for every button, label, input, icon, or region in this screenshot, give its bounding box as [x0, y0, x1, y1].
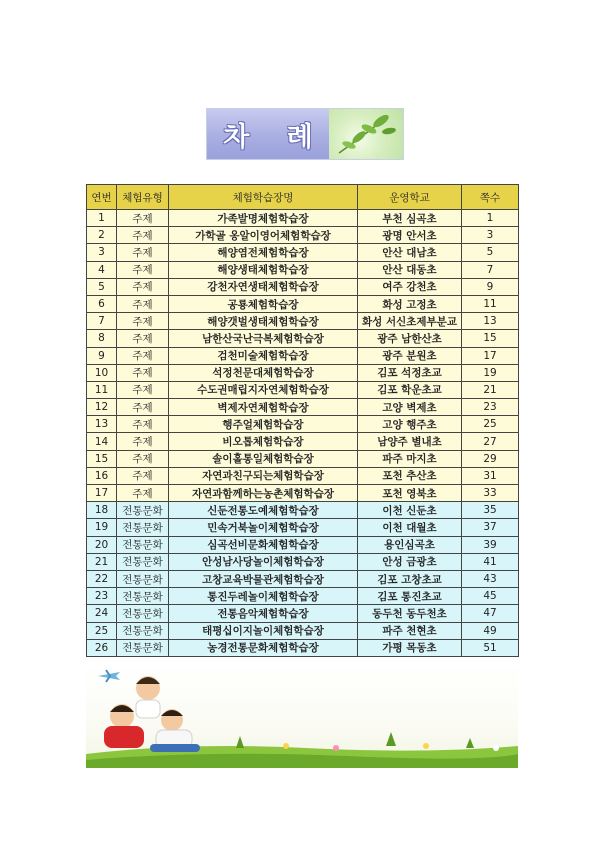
header-school: 운영학교: [358, 185, 462, 210]
row-number: 26: [87, 639, 117, 656]
row-name: 안성남사당놀이체험학습장: [169, 553, 358, 570]
table-row: [87, 433, 519, 450]
row-type: 주제: [117, 313, 169, 330]
row-name: 벽제자연체험학습장: [169, 399, 358, 416]
row-name: 해양염전체험학습장: [169, 244, 358, 261]
table-row: [87, 450, 519, 467]
row-name: 가학골 옹알이영어체험학습장: [169, 227, 358, 244]
row-name: 검천미술체험학습장: [169, 347, 358, 364]
row-type: 전통문화: [117, 570, 169, 587]
row-name: 전통음악체험학습장: [169, 605, 358, 622]
row-page: 21: [462, 381, 519, 398]
row-number: 9: [87, 347, 117, 364]
row-type: 주제: [117, 364, 169, 381]
header-name: 체험학습장명: [169, 185, 358, 210]
row-number: 2: [87, 227, 117, 244]
contents-table: [86, 184, 519, 657]
row-page: 7: [462, 261, 519, 278]
row-number: 13: [87, 416, 117, 433]
row-name: 강천자연생태체험학습장: [169, 278, 358, 295]
row-page: 43: [462, 570, 519, 587]
table-row: [87, 347, 519, 364]
row-school: 파주 마지초: [358, 450, 462, 467]
row-page: 51: [462, 639, 519, 656]
row-type: 주제: [117, 295, 169, 312]
row-number: 4: [87, 261, 117, 278]
row-type: 전통문화: [117, 639, 169, 656]
row-name: 심곡선비문화체험학습장: [169, 536, 358, 553]
row-school: 여주 강천초: [358, 278, 462, 295]
table-row: [87, 330, 519, 347]
row-page: 9: [462, 278, 519, 295]
row-school: 이천 신둔초: [358, 502, 462, 519]
row-page: 23: [462, 399, 519, 416]
row-school: 고양 행주초: [358, 416, 462, 433]
table-row: [87, 295, 519, 312]
row-school: 안산 대동초: [358, 261, 462, 278]
row-type: 전통문화: [117, 622, 169, 639]
row-school: 김포 학운초교: [358, 381, 462, 398]
table-row: [87, 399, 519, 416]
row-school: 김포 통진초교: [358, 588, 462, 605]
row-school: 광주 분원초: [358, 347, 462, 364]
row-number: 22: [87, 570, 117, 587]
row-number: 18: [87, 502, 117, 519]
row-number: 10: [87, 364, 117, 381]
row-number: 6: [87, 295, 117, 312]
table-row: [87, 313, 519, 330]
row-type: 주제: [117, 450, 169, 467]
row-number: 5: [87, 278, 117, 295]
title-box: [207, 109, 329, 159]
row-page: 11: [462, 295, 519, 312]
row-name: 농경전통문화체험학습장: [169, 639, 358, 656]
row-school: 화성 고정초: [358, 295, 462, 312]
row-type: 주제: [117, 244, 169, 261]
table-row: [87, 639, 519, 656]
row-type: 전통문화: [117, 553, 169, 570]
leaf-icon: [329, 109, 403, 157]
row-page: 25: [462, 416, 519, 433]
row-number: 8: [87, 330, 117, 347]
row-name: 공룡체험학습장: [169, 295, 358, 312]
row-school: 동두천 동두천초: [358, 605, 462, 622]
row-name: 석정천문대체험학습장: [169, 364, 358, 381]
row-number: 23: [87, 588, 117, 605]
row-number: 19: [87, 519, 117, 536]
row-number: 14: [87, 433, 117, 450]
row-page: 47: [462, 605, 519, 622]
table-row: [87, 261, 519, 278]
table-row: [87, 278, 519, 295]
row-school: 남양주 별내초: [358, 433, 462, 450]
row-number: 20: [87, 536, 117, 553]
row-type: 주제: [117, 261, 169, 278]
header-page: 쪽수: [462, 185, 519, 210]
row-type: 주제: [117, 416, 169, 433]
row-name: 신둔전통도예체험학습장: [169, 502, 358, 519]
row-name: 솔이홀통일체험학습장: [169, 450, 358, 467]
row-page: 5: [462, 244, 519, 261]
row-name: 고창교육박물관체험학습장: [169, 570, 358, 587]
table-row: [87, 227, 519, 244]
table-row: [87, 467, 519, 484]
row-number: 15: [87, 450, 117, 467]
row-name: 자연과함께하는농촌체험학습장: [169, 485, 358, 502]
row-page: 1: [462, 210, 519, 227]
header-type: 체험유형: [117, 185, 169, 210]
row-school: 이천 대월초: [358, 519, 462, 536]
row-type: 주제: [117, 381, 169, 398]
row-number: 16: [87, 467, 117, 484]
row-school: 용인심곡초: [358, 536, 462, 553]
title-banner: [206, 108, 404, 160]
row-type: 주제: [117, 347, 169, 364]
row-number: 12: [87, 399, 117, 416]
row-type: 전통문화: [117, 536, 169, 553]
row-type: 주제: [117, 399, 169, 416]
table-row: [87, 210, 519, 227]
row-number: 11: [87, 381, 117, 398]
table-row: [87, 519, 519, 536]
row-school: 파주 천현초: [358, 622, 462, 639]
table-row: [87, 381, 519, 398]
row-page: 33: [462, 485, 519, 502]
row-number: 21: [87, 553, 117, 570]
table-row: [87, 553, 519, 570]
row-name: 통진두레놀이체험학습장: [169, 588, 358, 605]
row-type: 주제: [117, 227, 169, 244]
table-row: [87, 570, 519, 587]
table-row: [87, 588, 519, 605]
row-school: 포천 추산초: [358, 467, 462, 484]
row-name: 해양갯벌생태체험학습장: [169, 313, 358, 330]
row-page: 3: [462, 227, 519, 244]
row-type: 주제: [117, 278, 169, 295]
row-school: 안성 금광초: [358, 553, 462, 570]
row-type: 전통문화: [117, 502, 169, 519]
row-page: 37: [462, 519, 519, 536]
table-row: [87, 536, 519, 553]
row-name: 태평십이지놀이체험학습장: [169, 622, 358, 639]
row-school: 포천 영북초: [358, 485, 462, 502]
row-page: 29: [462, 450, 519, 467]
row-name: 남한산국난극복체험학습장: [169, 330, 358, 347]
table-row: [87, 364, 519, 381]
table-row: [87, 605, 519, 622]
row-type: 주제: [117, 433, 169, 450]
row-type: 전통문화: [117, 519, 169, 536]
row-name: 비오톱체험학습장: [169, 433, 358, 450]
row-school: 가평 목동초: [358, 639, 462, 656]
row-type: 주제: [117, 210, 169, 227]
airplane-icon: [98, 670, 120, 682]
table-header-row: [87, 185, 519, 210]
row-type: 주제: [117, 467, 169, 484]
row-name: 해양생태체험학습장: [169, 261, 358, 278]
row-school: 고양 벽제초: [358, 399, 462, 416]
row-number: 7: [87, 313, 117, 330]
row-school: 김포 고창초교: [358, 570, 462, 587]
row-page: 15: [462, 330, 519, 347]
footer-illustration: [86, 662, 518, 768]
page-title: 차 례: [223, 121, 327, 153]
table-row: [87, 502, 519, 519]
row-number: 25: [87, 622, 117, 639]
row-school: 김포 석정초교: [358, 364, 462, 381]
row-type: 주제: [117, 485, 169, 502]
row-name: 가족발명체험학습장: [169, 210, 358, 227]
children-illustration: [86, 662, 518, 768]
row-number: 17: [87, 485, 117, 502]
row-type: 주제: [117, 330, 169, 347]
row-name: 행주얼체험학습장: [169, 416, 358, 433]
table-row: [87, 485, 519, 502]
row-page: 41: [462, 553, 519, 570]
row-name: 자연과친구되는체험학습장: [169, 467, 358, 484]
table-row: [87, 622, 519, 639]
row-page: 13: [462, 313, 519, 330]
row-name: 수도권매립지자연체험학습장: [169, 381, 358, 398]
row-page: 39: [462, 536, 519, 553]
row-number: 24: [87, 605, 117, 622]
row-page: 19: [462, 364, 519, 381]
row-type: 전통문화: [117, 605, 169, 622]
row-school: 안산 대남초: [358, 244, 462, 261]
table-row: [87, 416, 519, 433]
row-name: 민속거북놀이체험학습장: [169, 519, 358, 536]
row-page: 27: [462, 433, 519, 450]
row-page: 49: [462, 622, 519, 639]
row-page: 45: [462, 588, 519, 605]
row-page: 31: [462, 467, 519, 484]
row-school: 광주 남한산초: [358, 330, 462, 347]
row-type: 전통문화: [117, 588, 169, 605]
row-school: 부천 심곡초: [358, 210, 462, 227]
row-school: 화성 서신초제부분교: [358, 313, 462, 330]
table-row: [87, 244, 519, 261]
row-number: 3: [87, 244, 117, 261]
row-page: 17: [462, 347, 519, 364]
header-no: 연번: [87, 185, 117, 210]
row-school: 광명 안서초: [358, 227, 462, 244]
row-number: 1: [87, 210, 117, 227]
leaf-decoration: [329, 109, 403, 159]
row-page: 35: [462, 502, 519, 519]
